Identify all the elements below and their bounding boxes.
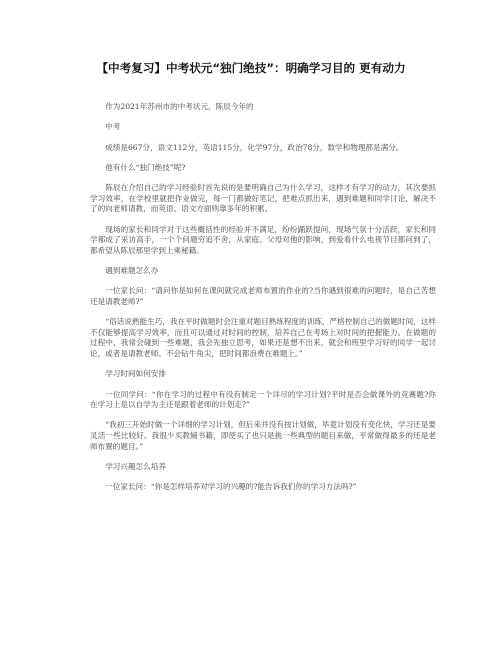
paragraph-experience: 陈辰在介绍自己的学习经验时首先说的是要明确自己为什么学习，这样才有学习的动力，其次要抓学习效率，在学校里就把作业做完，每一门都做好笔记，把难点抓出来，遇到难题和同学讨论，解决不了的向老师请教，而英语、语文方面则靠多年的积累。 [90,183,436,214]
paragraph-intro: 作为2021年苏州市的中考状元，陈辰今年的 [105,102,254,111]
paragraph-exam: 中考 [105,122,121,132]
section-heading-difficult-problems: 遇到难题怎么办 [105,266,159,276]
paragraph-scores: 成绩是667分，语文112分，英语115分，化学97分，政治78分，数学和物理都是满分。 [105,142,404,152]
paragraph-answer-2: “我初三开始时做一个详细的学习计划，但后来并没有按计划做，毕竟计划没有变化快，学习还是要灵活一些比较好。我很少买教辅书籍，即使买了也只是挑一些典型的题目来做，平常做得最多的还是老师布置的题目。” [90,420,436,451]
article-body [90,102,436,502]
paragraph-parent-question-1: 一位家长问：“请问你是如何在课间就完成老师布置的作业的?当你遇到很难的问题时，是自己苦想还是请教老师?” [90,286,436,306]
section-heading-study-interest: 学习兴趣怎么培养 [105,461,166,471]
section-heading-study-time: 学习时间如何安排 [105,369,166,379]
paragraph-parent-question-2: 一位家长问：“你是怎样培养对学习的兴趣的?能告诉我们你的学习方法吗?” [105,482,357,492]
paragraph-audience: 现场的家长和同学对于这些概括性的经验并不满足，纷纷踊跃提问，现场气氛十分活跃，家长和同学都成了采访高手，一个个问题穷追不舍，从家庭、父母对他的影响，到爱看什么电视节目都问到了，都希望从陈辰那里学到上乘秘籍。 [90,224,436,255]
paragraph-answer-1: “俗话说熟能生巧，我在平时做题时会注重对题目熟练程度的训练，严格控制自己的做题时间，这样不仅能够提高学习效率，而且可以通过对时间的控制，培养自己在考场上对时间的把握能力。在做题的过程中，我常会碰到一些难题，我会先独立思考，如果还是想不出来，就会和班里学习好的同学一起讨论，或者是请教老师。不会钻牛角尖，把时间都浪费在难题上。” [90,317,436,358]
paragraph-student-question: 一位同学问：“你在学习的过程中有没有制定一个详尽的学习计划?平时是否会做课外的竞赛题?你在学习上是以自学为主还是跟着老师的计划走?” [90,389,436,410]
paragraph-question: 他有什么“独门绝技”呢? [105,162,186,172]
document-title: 【中考复习】中考状元“独门绝技”：明确学习目的 更有动力 [96,61,406,75]
